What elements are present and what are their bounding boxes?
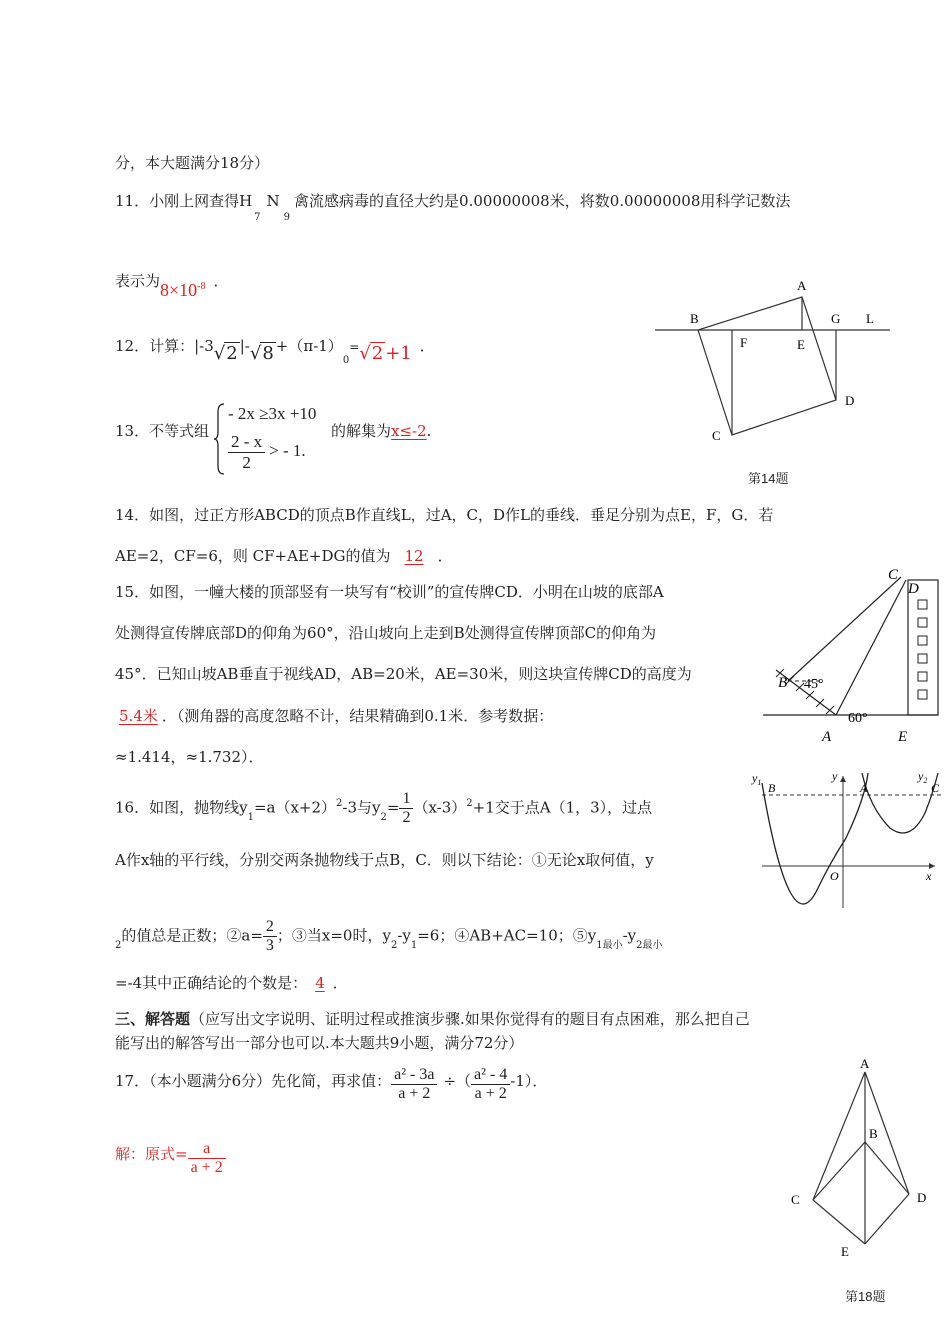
q15-label-B: B — [778, 675, 788, 691]
q13-suffix-line — [331, 420, 431, 441]
q12-plus: +（π-1） — [275, 337, 343, 355]
q16-graph — [750, 768, 945, 913]
q11-line2-text: 表示为 — [115, 272, 161, 290]
q16-answer: 4 — [315, 974, 325, 992]
q16-line3-c: -y — [397, 926, 411, 945]
q16-a-frac — [263, 918, 277, 955]
q11-text-b: 禽流感病毒的直径大约是0.00000008米，将数0.00000008用科学记数法 — [294, 192, 791, 210]
q12-sqrt8: √8 — [249, 343, 274, 364]
q18-line-BD — [865, 1142, 909, 1194]
q13-ineq1: - 2x ≥3x +10 — [228, 404, 317, 423]
q17-f2-num: a² - 4 — [471, 1066, 510, 1085]
q11-line1 — [115, 190, 791, 223]
q15-angle60: 60° — [848, 711, 868, 726]
q14-line1: 14．如图，过正方形ABCD的顶点B作直线L，过A，C，D作L的垂线．垂足分别为点E，F，G．若 — [115, 506, 774, 524]
q15-label-C: C — [888, 567, 899, 583]
q16-line3-a: 的值总是正数；②a= — [121, 926, 263, 945]
q17-f2-den: a + 2 — [474, 1085, 507, 1102]
q14-line2 — [115, 545, 453, 566]
q17-solution — [115, 1140, 226, 1177]
q17-div: ÷（ — [443, 1072, 472, 1090]
q17-sol-prefix: 解：原式= — [115, 1144, 188, 1163]
q11-answer — [160, 280, 206, 300]
q18-caption: 第18题 — [845, 1289, 886, 1304]
section3-line2: 能写出的解答写出一部分也可以.本大题共9小题，满分72分） — [115, 1034, 524, 1052]
q11-line2 — [115, 270, 229, 300]
q18-line-BC — [813, 1142, 865, 1200]
q11-n-sub: 9 — [283, 212, 291, 223]
q17-f1-num: a² - 3a — [391, 1066, 437, 1085]
q17-tail: -1）． — [510, 1072, 548, 1090]
q16-a-den: 3 — [265, 937, 274, 954]
q16-line3-s4: 2最小 — [636, 939, 663, 951]
q12-answer: √2 +1 — [359, 343, 412, 364]
q18-line-AC — [813, 1072, 865, 1200]
q15-line2: 处测得宣传牌底部D的仰角为60°，沿山坡向上走到B处测得宣传牌顶部C的仰角为 — [115, 624, 657, 642]
q15-line-AD — [836, 580, 906, 715]
q14-tail: ． — [437, 547, 453, 565]
q14-label-D: D — [845, 393, 855, 408]
q16-line3-sub: 2 — [115, 939, 122, 951]
q13-answer: x≤-2 — [391, 422, 427, 440]
q11-text-a: 11．小刚上网查得H — [115, 192, 253, 210]
q15-window-1 — [918, 600, 927, 609]
q16-frac-den: 2 — [402, 809, 411, 826]
q16-line3-d: =6；④AB+AC=10；⑤y — [417, 926, 597, 945]
q12-tail: ． — [419, 337, 435, 355]
q17-f1-den: a + 2 — [398, 1085, 431, 1102]
q13-ineq2 — [228, 432, 306, 473]
q16-line3-s2: 2 — [390, 939, 398, 951]
q16-line4-text: =-4其中正确结论的个数是： — [115, 974, 308, 992]
q16-label-A: A — [860, 781, 868, 795]
q16-label-y2-y: y — [918, 769, 924, 783]
q16-tail: ． — [332, 974, 348, 992]
q13-brace — [214, 402, 226, 476]
q13-ineq2-num: 2 - x — [228, 432, 265, 453]
q12-sqrt2-val: 2 — [226, 343, 238, 364]
q16-line3 — [115, 918, 663, 955]
q16-label-y1-y: y — [752, 771, 758, 785]
q16-sup2a: 2 — [336, 797, 343, 809]
q15-line1: 15．如图，一幢大楼的顶部竖有一块写有“校训”的宣传牌CD．小明在山坡的底部A — [115, 583, 664, 601]
q12-zero: 0 — [342, 355, 350, 366]
q16-text-a: 16．如图，抛物线y — [115, 798, 248, 817]
q11-h-sub: 7 — [254, 212, 261, 223]
q12-sqrt8-val: 8 — [262, 343, 274, 364]
q11-tail: ． — [213, 272, 229, 290]
q14-figure — [650, 275, 900, 490]
q17-prefix: 17．（本小题满分6分）先化简，再求值： — [115, 1072, 392, 1090]
q14-label-F: F — [740, 335, 748, 350]
q15-label-E: E — [898, 729, 908, 745]
q16-label-x: x — [926, 869, 932, 883]
q18-line-DE — [865, 1194, 909, 1244]
q15-line4 — [115, 705, 553, 726]
q15-window-3 — [918, 636, 927, 645]
q13-tail: . — [426, 422, 432, 440]
header-line: 分，本大题满分18分） — [115, 154, 270, 172]
section3-line1 — [115, 1008, 750, 1029]
q17-sol-frac — [188, 1140, 226, 1177]
q12-prefix: 12．计算：|-3 — [115, 337, 214, 355]
q16-line2: A作x轴的平行线，分别交两条抛物线于点B，C．则以下结论：①无论x取何值，y — [115, 851, 654, 869]
q14-label-L: L — [866, 311, 874, 326]
q16-label-y: y — [832, 769, 838, 783]
q16-text-c: -3与y — [342, 798, 381, 817]
q17-frac1 — [391, 1066, 437, 1103]
q11-n: N — [266, 192, 280, 210]
q16-text-b: =a（x+2） — [253, 798, 337, 817]
q15-label-A: A — [822, 729, 832, 745]
q16-line3-s1: 1 — [410, 939, 418, 951]
q16-line3-b: ；③当x=0时，y — [276, 926, 391, 945]
q16-label-y2-sub: 2 — [923, 776, 928, 785]
q17-sol-num: a — [188, 1140, 226, 1159]
q17-sol-den: a + 2 — [190, 1159, 223, 1176]
q14-square — [698, 297, 836, 435]
q16-sub1: 1 — [247, 811, 254, 823]
q14-label-C: C — [712, 428, 721, 443]
q15-window-2 — [918, 618, 927, 627]
q12-answer-sqrt: 2 — [371, 343, 384, 364]
q15-line3: 45°．已知山坡AB垂直于视线AD，AB=20米，AE=30米，则这块宣传牌CD的高度为 — [115, 665, 692, 683]
q11-answer-exp: -8 — [197, 281, 206, 292]
q12-mid: |- — [239, 337, 250, 355]
q13-ineq2-frac — [228, 432, 265, 473]
q17-line — [115, 1066, 548, 1103]
q16-label-B: B — [768, 781, 776, 795]
q16-line3-s3: 1最小 — [596, 939, 623, 951]
section3-title: 三、解答题 — [115, 1010, 191, 1028]
q13-prefix: 13．不等式组 — [115, 422, 210, 440]
q16-label-O: O — [830, 869, 839, 883]
q13-ineq2-den: 2 — [242, 453, 251, 472]
q14-answer: 12 — [404, 547, 424, 565]
q12-line — [115, 334, 435, 366]
q16-parabola-y1 — [762, 773, 868, 904]
q18-label-E: E — [841, 1244, 849, 1259]
q12-sqrt2: √2 — [213, 343, 238, 364]
q14-label-G: G — [831, 311, 841, 326]
q14-label-E: E — [797, 337, 805, 352]
q16-eq: = — [386, 798, 400, 817]
q16-label-y2 — [917, 769, 927, 785]
q15-window-4 — [918, 654, 927, 663]
q16-frac — [399, 790, 413, 827]
q18-label-C: C — [791, 1192, 800, 1207]
q18-label-B: B — [869, 1126, 878, 1141]
q14-label-A: A — [797, 278, 807, 293]
q11-answer-base: 8×10 — [160, 280, 198, 300]
q17-frac2 — [471, 1066, 510, 1103]
q14-caption: 第14题 — [748, 471, 789, 486]
q16-line4 — [115, 972, 348, 993]
q16-text-d: （x-3） — [413, 798, 467, 817]
q18-label-A: A — [860, 1056, 870, 1071]
q16-a-num: 2 — [263, 918, 277, 937]
q16-y-arrow — [840, 776, 846, 782]
q16-sup2b: 2 — [466, 797, 473, 809]
q13-ineq2-tail: > - 1. — [269, 441, 306, 461]
section3-text1: （应写出文字说明、证明过程或推演步骤.如果你觉得有的题目有点困难，那么把自己 — [190, 1010, 750, 1028]
q16-text-e: +1交于点A（1，3），过点 — [472, 798, 653, 817]
q14-line2-text: AE=2，CF=6，则 CF+AE+DG的值为 — [115, 547, 391, 565]
q12-answer-tail: +1 — [385, 343, 412, 364]
q16-label-y1 — [751, 771, 761, 787]
q16-line1 — [115, 790, 652, 827]
q15-window-5 — [918, 672, 927, 681]
q15-label-D: D — [908, 581, 919, 597]
q18-line-CE — [813, 1200, 865, 1244]
q15-line5: ≈1.414，≈1.732）． — [115, 748, 264, 766]
q13-suffix: 的解集为 — [331, 422, 392, 440]
q15-figure — [758, 565, 948, 750]
q16-line3-e: -y — [622, 926, 637, 945]
q15-window-6 — [918, 690, 927, 699]
q15-line-BC — [788, 577, 901, 681]
q16-label-y1-sub: 1 — [757, 778, 762, 787]
q15-line4-tail: ．（测角器的高度忽略不计，结果精确到0.1米．参考数据： — [161, 707, 554, 725]
q15-angle45: 45° — [804, 677, 824, 692]
q18-figure — [785, 1052, 940, 1262]
q18-label-D: D — [917, 1190, 927, 1205]
q16-sub2: 2 — [380, 811, 387, 823]
q15-answer: 5.4米 — [119, 707, 158, 725]
q16-frac-num: 1 — [399, 790, 413, 809]
q14-label-B: B — [690, 311, 699, 326]
q16-label-C: C — [931, 781, 940, 795]
q12-eq: = — [349, 340, 360, 354]
